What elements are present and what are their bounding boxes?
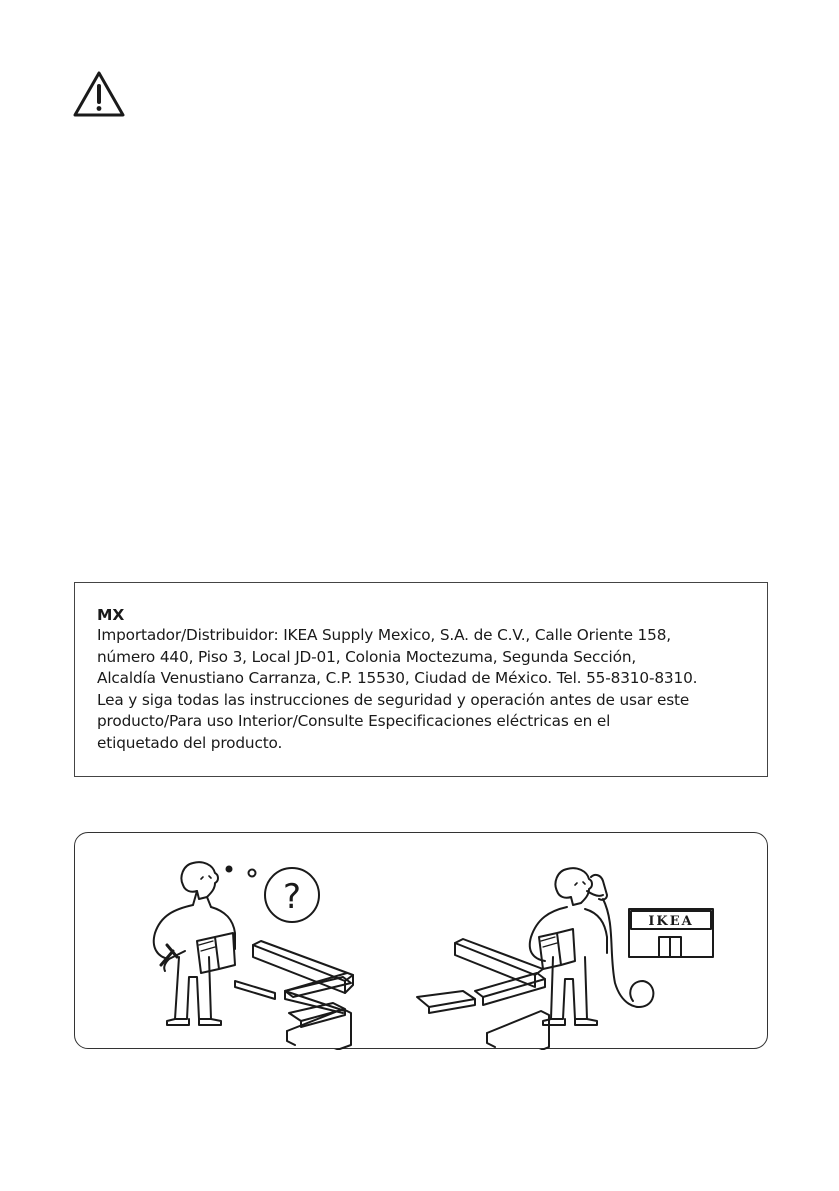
notice-line: producto/Para uso Interior/Consulte Especificaciones eléctricas en el xyxy=(97,712,611,730)
notice-line: número 440, Piso 3, Local JD-01, Colonia Moctezuma, Segunda Sección, xyxy=(97,647,637,666)
notice-line: etiquetado del producto. xyxy=(97,733,283,752)
importer-notice-box xyxy=(74,582,768,777)
question-mark: ? xyxy=(282,877,302,917)
warning-triangle-icon xyxy=(72,70,126,118)
help-illustration-panel xyxy=(74,832,768,1049)
flat-pack-panels-right xyxy=(417,939,549,1050)
confused-person-icon xyxy=(154,862,235,1025)
country-code: MX xyxy=(97,606,125,624)
calling-ikea-person-icon xyxy=(530,868,654,1025)
ikea-sign: IKEA xyxy=(648,914,694,929)
ikea-store-building xyxy=(629,909,713,957)
notice-line: Importador/Distribuidor: IKEA Supply Mexico, S.A. de C.V., Calle Oriente 158, xyxy=(97,626,672,644)
importer-notice-text xyxy=(97,625,743,754)
notice-line: Alcaldía Venustiano Carranza, C.P. 15530, Ciudad de México. Tel. 55-8310-8310. xyxy=(97,669,698,687)
flat-pack-panels-left xyxy=(235,941,353,1050)
notice-line: Lea y siga todas las instrucciones de seguridad y operación antes de usar este xyxy=(97,690,690,709)
